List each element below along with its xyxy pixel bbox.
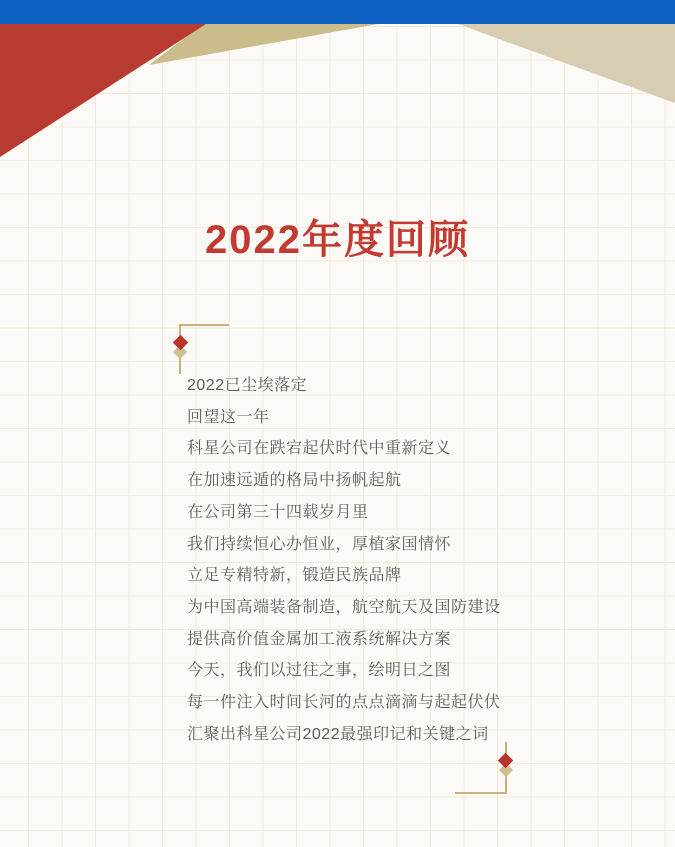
body-text-line: 汇聚出科星公司2022最强印记和关键之词 [187, 725, 489, 743]
body-text-line: 在加速远遁的格局中扬帆起航 [187, 472, 402, 490]
body-text-line: 我们持续恒心办恒业，厚植家国情怀 [187, 535, 452, 553]
body-text-line: 提供高价值金属加工液系统解决方案 [187, 630, 452, 648]
header-decor-triangles [0, 0, 675, 170]
page-title: 2022年度回顾 [205, 217, 470, 262]
top-blue-bar [0, 0, 675, 24]
body-text-line: 为中国高端装备制造，航空航天及国防建设 [187, 598, 501, 616]
ornament-horizontal-line [455, 792, 507, 794]
body-text-block [187, 370, 607, 750]
red-corner-triangle [0, 24, 206, 157]
body-text-line: 每一件注入时间长河的点点滴滴与起起伏伏 [187, 694, 501, 712]
tan-right-triangle [458, 24, 675, 103]
body-text-line: 科星公司在跌宕起伏时代中重新定义 [187, 440, 452, 458]
body-text-line: 回望这一年 [187, 408, 270, 426]
body-text-line: 今天，我们以过往之事，绘明日之图 [187, 662, 452, 680]
ornament-horizontal-line [179, 324, 229, 326]
corner-ornament-bottom-right [455, 742, 507, 794]
body-text-line: 在公司第三十四载岁月里 [187, 503, 369, 521]
body-text-line: 2022已尘埃落定 [187, 377, 308, 394]
red-diamond-icon [498, 753, 514, 769]
body-text-line: 立足专精特新，锻造民族品牌 [187, 567, 402, 585]
corner-ornament-top-left [179, 324, 229, 374]
